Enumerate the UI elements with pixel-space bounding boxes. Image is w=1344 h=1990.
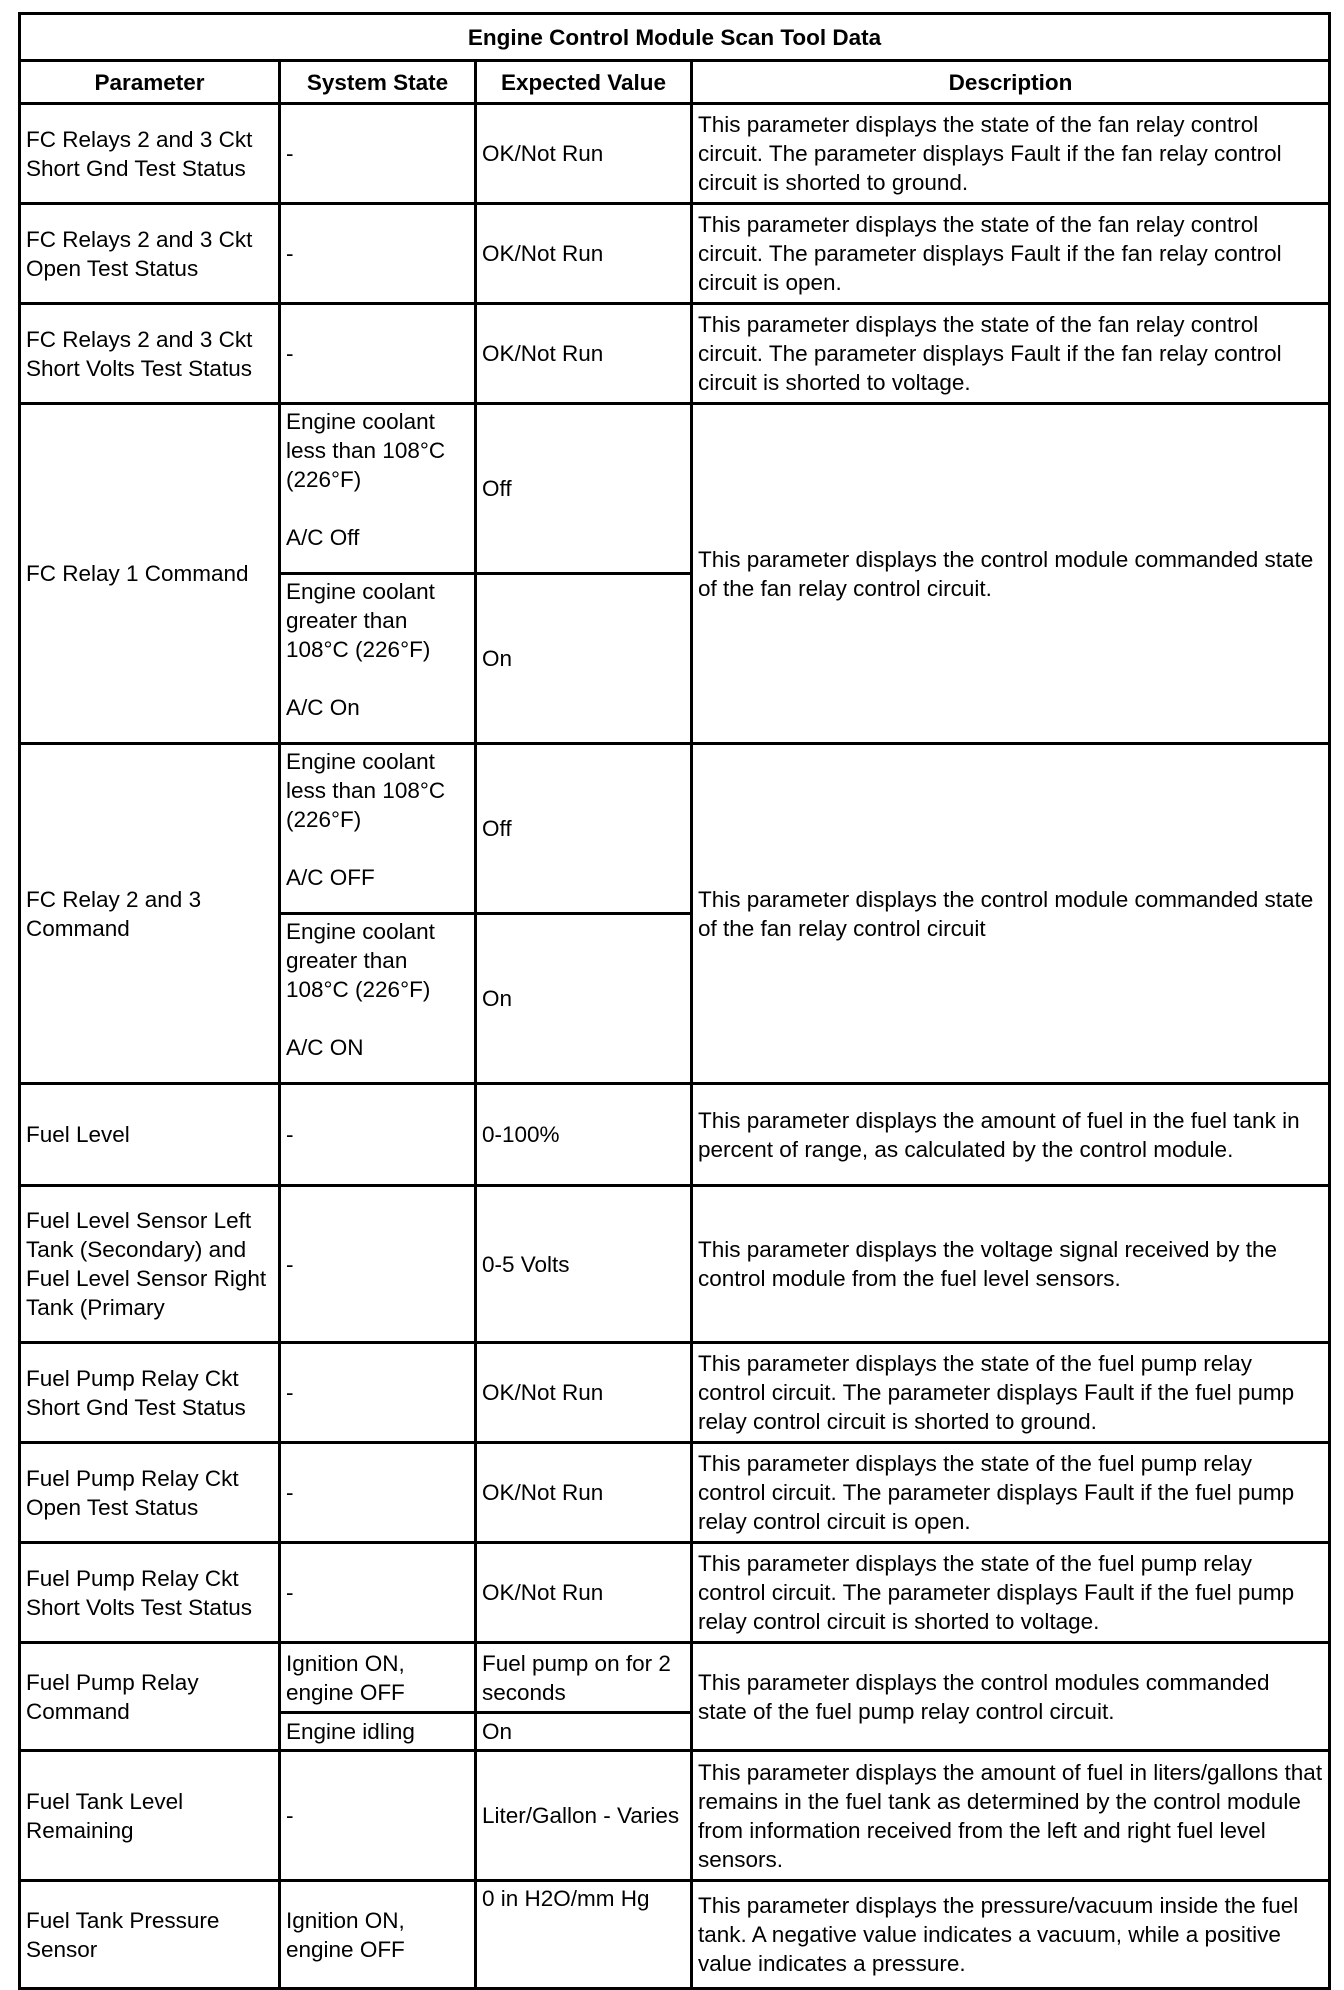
expected-value-cell: OK/Not Run — [476, 304, 692, 404]
parameter-cell: FC Relay 1 Command — [20, 404, 280, 744]
description-cell: This parameter displays the control modules commanded state of the fuel pump relay control circuit. — [692, 1643, 1330, 1751]
system-state-condition: Engine coolant less than 108°C (226°F) — [286, 409, 446, 492]
table-row — [20, 1343, 1330, 1443]
system-state-cell: - — [280, 104, 476, 204]
table-title: Engine Control Module Scan Tool Data — [20, 14, 1330, 61]
header-description: Description — [692, 61, 1330, 104]
parameter-cell: Fuel Tank Level Remaining — [20, 1751, 280, 1881]
system-state-cell: - — [280, 1343, 476, 1443]
expected-value-cell: On — [476, 574, 692, 744]
table-row — [20, 104, 1330, 204]
expected-value-cell: On — [476, 1713, 692, 1751]
expected-value-cell: Liter/Gallon - Varies — [476, 1751, 692, 1881]
expected-value-cell: 0-100% — [476, 1084, 692, 1186]
system-state-cell — [280, 914, 476, 1084]
description-cell: This parameter displays the amount of fuel in liters/gallons that remains in the fuel tank as determined by the control module from information received from the left and right fuel level sensors. — [692, 1751, 1330, 1881]
table-row — [20, 1186, 1330, 1343]
parameter-cell: Fuel Level Sensor Left Tank (Secondary) and Fuel Level Sensor Right Tank (Primary — [20, 1186, 280, 1343]
system-state-cell: Ignition ON, engine OFF — [280, 1643, 476, 1713]
expected-value-cell: Fuel pump on for 2 seconds — [476, 1643, 692, 1713]
table-row — [20, 1543, 1330, 1643]
system-state-cell: - — [280, 1443, 476, 1543]
expected-value-cell: OK/Not Run — [476, 1443, 692, 1543]
table-row — [20, 1751, 1330, 1881]
description-cell: This parameter displays the control module commanded state of the fan relay control circuit — [692, 744, 1330, 1084]
system-state-cell: - — [280, 1186, 476, 1343]
system-state-cell — [280, 744, 476, 914]
expected-value-cell: OK/Not Run — [476, 204, 692, 304]
table-header-row — [20, 61, 1330, 104]
system-state-ac: A/C ON — [286, 1035, 364, 1060]
system-state-cell — [280, 574, 476, 744]
system-state-cell: Engine idling — [280, 1713, 476, 1751]
description-cell: This parameter displays the state of the fan relay control circuit. The parameter displays Fault if the fan relay control circuit is shorted to ground. — [692, 104, 1330, 204]
expected-value-cell: 0-5 Volts — [476, 1186, 692, 1343]
expected-value-cell: OK/Not Run — [476, 1543, 692, 1643]
system-state-cell: - — [280, 304, 476, 404]
table-title-row — [20, 14, 1330, 61]
system-state-cell: - — [280, 1751, 476, 1881]
table-row — [20, 1643, 1330, 1713]
table-row — [20, 204, 1330, 304]
header-parameter: Parameter — [20, 61, 280, 104]
system-state-cell: - — [280, 1543, 476, 1643]
system-state-condition: Engine coolant less than 108°C (226°F) — [286, 749, 446, 832]
parameter-cell: FC Relays 2 and 3 Ckt Open Test Status — [20, 204, 280, 304]
system-state-ac: A/C OFF — [286, 865, 375, 890]
description-cell: This parameter displays the amount of fuel in the fuel tank in percent of range, as calculated by the control module. — [692, 1084, 1330, 1186]
header-expected-value: Expected Value — [476, 61, 692, 104]
scan-tool-data-document — [18, 12, 1328, 1990]
expected-value-cell: OK/Not Run — [476, 1343, 692, 1443]
parameter-cell: Fuel Tank Pressure Sensor — [20, 1881, 280, 1989]
parameter-cell: Fuel Pump Relay Ckt Short Volts Test Status — [20, 1543, 280, 1643]
scan-tool-data-table — [18, 12, 1331, 1990]
system-state-cell: - — [280, 204, 476, 304]
parameter-cell: Fuel Pump Relay Command — [20, 1643, 280, 1751]
parameter-cell: Fuel Pump Relay Ckt Open Test Status — [20, 1443, 280, 1543]
header-system-state: System State — [280, 61, 476, 104]
system-state-cell — [280, 404, 476, 574]
description-cell: This parameter displays the voltage signal received by the control module from the fuel level sensors. — [692, 1186, 1330, 1343]
expected-value-cell: OK/Not Run — [476, 104, 692, 204]
system-state-cell: Ignition ON, engine OFF — [280, 1881, 476, 1989]
expected-value-cell: 0 in H2O/mm Hg — [476, 1881, 692, 1989]
system-state-cell: - — [280, 1084, 476, 1186]
table-row — [20, 1443, 1330, 1543]
parameter-cell: FC Relay 2 and 3 Command — [20, 744, 280, 1084]
expected-value-cell: Off — [476, 744, 692, 914]
description-cell: This parameter displays the pressure/vacuum inside the fuel tank. A negative value indicates a vacuum, while a positive value indicates a pressure. — [692, 1881, 1330, 1989]
description-cell: This parameter displays the state of the fuel pump relay control circuit. The parameter displays Fault if the fuel pump relay control circuit is shorted to ground. — [692, 1343, 1330, 1443]
parameter-cell: Fuel Level — [20, 1084, 280, 1186]
table-row — [20, 1084, 1330, 1186]
system-state-condition: Engine coolant greater than 108°C (226°F) — [286, 919, 435, 1002]
description-cell: This parameter displays the state of the fan relay control circuit. The parameter displays Fault if the fan relay control circuit is open. — [692, 204, 1330, 304]
system-state-ac: A/C Off — [286, 525, 360, 550]
table-row — [20, 304, 1330, 404]
table-row — [20, 1881, 1330, 1989]
description-cell: This parameter displays the state of the fuel pump relay control circuit. The parameter displays Fault if the fuel pump relay control circuit is shorted to voltage. — [692, 1543, 1330, 1643]
description-cell: This parameter displays the state of the fuel pump relay control circuit. The parameter displays Fault if the fuel pump relay control circuit is open. — [692, 1443, 1330, 1543]
description-cell: This parameter displays the state of the fan relay control circuit. The parameter displays Fault if the fan relay control circuit is shorted to voltage. — [692, 304, 1330, 404]
parameter-cell: FC Relays 2 and 3 Ckt Short Gnd Test Status — [20, 104, 280, 204]
expected-value-cell: On — [476, 914, 692, 1084]
parameter-cell: FC Relays 2 and 3 Ckt Short Volts Test Status — [20, 304, 280, 404]
description-cell: This parameter displays the control module commanded state of the fan relay control circuit. — [692, 404, 1330, 744]
system-state-condition: Engine coolant greater than 108°C (226°F) — [286, 579, 435, 662]
parameter-cell: Fuel Pump Relay Ckt Short Gnd Test Status — [20, 1343, 280, 1443]
table-row — [20, 404, 1330, 574]
expected-value-cell: Off — [476, 404, 692, 574]
system-state-ac: A/C On — [286, 695, 360, 720]
table-row — [20, 744, 1330, 914]
